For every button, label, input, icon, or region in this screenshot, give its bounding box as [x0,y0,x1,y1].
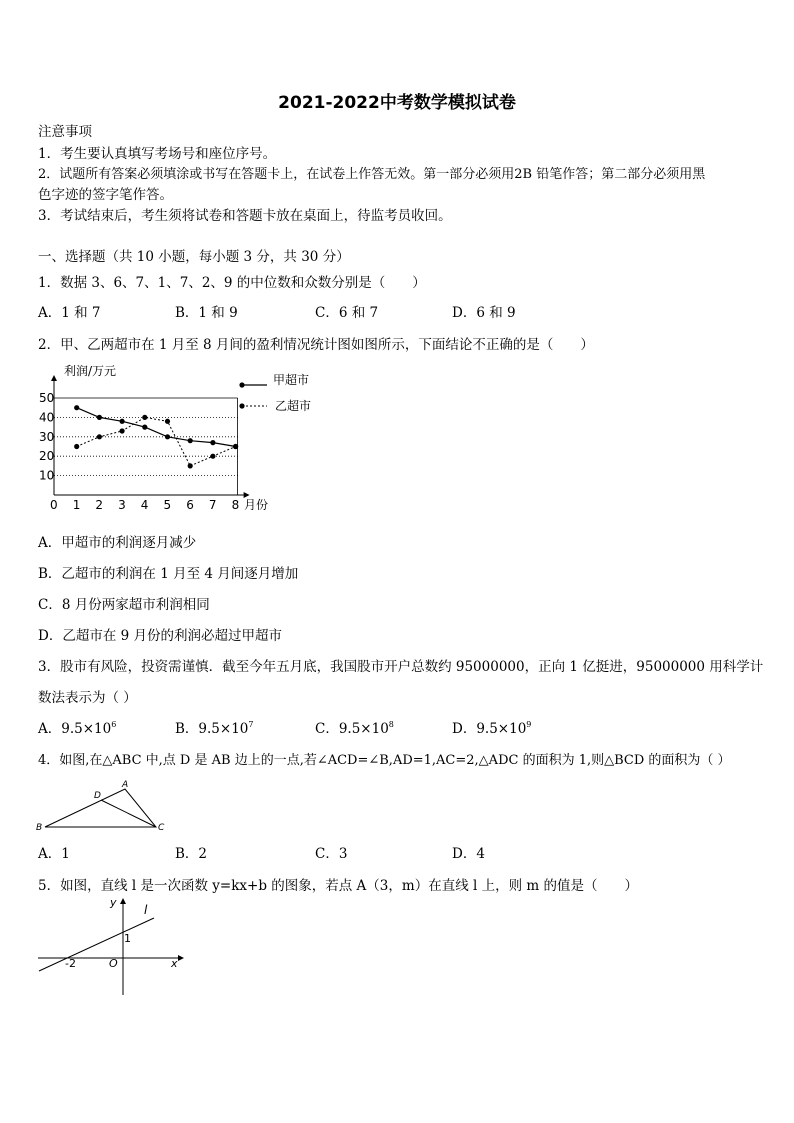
data-point-jia [97,415,102,420]
question-4-stem: 4．如图,在△ABC 中,点 D 是 AB 边上的一点,若∠ACD=∠B,AD=1,AC=2,△ADC 的面积为 1,则△BCD 的面积为（ ） [38,753,731,768]
legend-marker-jia [239,382,244,387]
notice-item: 2．试题所有答案必须填涂或书写在答题卡上，在试卷上作答无效。第一部分必须用2B 铅笔作答；第二部分必须用黑 [38,167,706,182]
question-1-stem: 1．数据 3、6、7、1、7、2、9 的中位数和众数分别是（ ） [38,275,426,291]
question-2-stem: 2．甲、乙两超市在 1 月至 8 月间的盈利情况统计图如图所示，下面结论不正确的是（ ） [38,337,594,353]
data-point-yi [165,419,170,424]
q3-option-b: B．$9.5\times 10^7$ [175,720,254,737]
data-point-yi [97,434,102,439]
x-tick-label: 8 [231,498,240,512]
data-point-jia [165,434,170,439]
legend-label-yi: 乙超市 [275,399,312,413]
data-point-jia [74,405,79,410]
vertex-label-b: B [36,823,43,833]
x-tick-label: 6 [186,498,194,512]
q2-option-a: A．甲超市的利润逐月减少 [38,535,197,551]
legend-label-jia: 甲超市 [273,373,310,387]
q4-option-a: A．1 [38,846,70,862]
chart-x-axis-label: 月份 [244,498,269,512]
y-axis-label: y [110,896,117,909]
question-3-stem-cont: 数法表示为（ ） [38,690,137,706]
q1-option-a: A．1 和 7 [38,305,101,321]
y-intercept-label: 1 [124,932,131,945]
y-tick-label: 30 [39,429,55,444]
data-point-jia [142,425,147,430]
notice-item: 1．考生要认真填写考场号和座位序号。 [38,146,277,162]
q2-option-d: D．乙超市在 9 月份的利润必超过甲超市 [38,628,282,644]
q3-option-d: D．$9.5\times 10^9$ [452,720,532,737]
question-5-stem: 5．如图，直线 l 是一次函数 y=kx+b 的图象，若点 A（3，m）在直线 l 上，则 m 的值是（ ） [38,878,638,894]
data-point-yi [74,444,79,449]
y-tick-label: 10 [39,468,55,483]
vertex-label-a: A [122,780,129,790]
y-axis-arrow [51,375,57,381]
question-3-stem: 3．股市有风险，投资需谨慎．截至今年五月底，我国股市开户总数约 95000000，正向 1 亿挺进，95000000 用科学计 [38,659,764,675]
line-label: l [144,903,148,917]
origin-label: O [109,957,118,970]
x-axis-label: x [171,957,178,970]
q1-option-d: D．6 和 9 [452,305,516,321]
q1-option-b: B．1 和 9 [175,305,238,321]
q2-option-b: B．乙超市的利润在 1 月至 4 月间逐月增加 [38,566,299,582]
q4-option-d: D．4 [452,846,485,862]
page-title: 2021-2022中考数学模拟试卷 [278,93,516,113]
data-point-yi [142,415,147,420]
x-intercept-label: -2 [65,957,76,970]
x-tick-label: 1 [72,498,81,512]
q3-option-c: C．$9.5\times 10^8$ [315,720,394,737]
data-point-jia [210,440,215,445]
legend-marker-yi [239,403,244,408]
x-tick-label: 4 [140,498,149,512]
x-tick-label: 7 [208,498,217,512]
y-tick-label: 50 [39,391,55,405]
data-point-jia [188,438,193,443]
notice-item: 3．考试结束后，考生须将试卷和答题卡放在桌面上，待监考员收回。 [38,208,452,224]
profit-line-chart [0,360,340,520]
data-point-yi [210,454,215,459]
notice-heading: 注意事项 [38,124,92,140]
linear-function-figure [30,895,190,1000]
x-tick-label: 5 [163,498,172,512]
section-heading: 一、选择题（共 10 小题，每小题 3 分，共 30 分） [38,249,350,265]
vertex-label-d: D [94,791,101,801]
x-tick-label: 0 [50,498,58,512]
x-tick-label: 2 [95,498,104,512]
q2-option-c: C．8 月份两家超市利润相同 [38,597,210,613]
q1-option-c: C．6 和 7 [315,305,379,321]
chart-y-axis-label: 利润/万元 [64,364,117,378]
data-point-yi [120,428,125,433]
data-point-jia [120,419,125,424]
y-tick-label: 20 [39,449,55,464]
y-tick-label: 40 [39,410,55,425]
x-tick-label: 3 [118,498,126,512]
q4-option-c: C．3 [315,846,348,862]
q4-option-b: B．2 [175,846,208,862]
data-point-yi [188,463,193,468]
notice-item: 色字迹的签字笔作答。 [38,187,173,203]
vertex-label-c: C [158,823,165,833]
data-point-yi [233,444,238,449]
q3-option-a: A．$9.5\times 10^6$ [38,720,117,737]
triangle-figure [30,778,180,838]
